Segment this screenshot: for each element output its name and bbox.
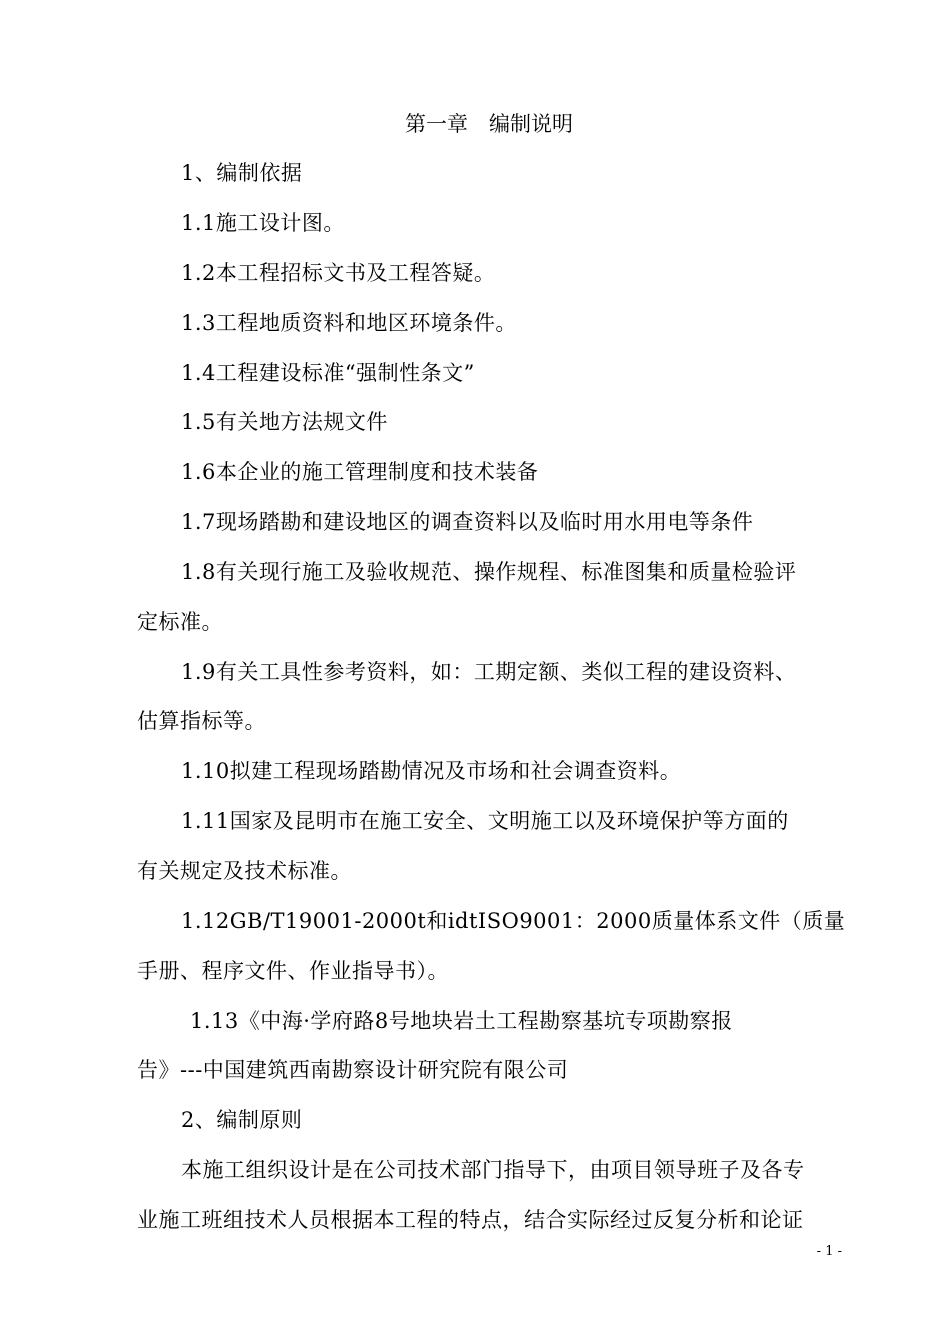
list-item-1-9-line-1: 1.9有关工具性参考资料，如：工期定额、类似工程的建设资料、 — [181, 660, 797, 684]
list-item-1-12-line-2: 手册、程序文件、作业指导书）。 — [137, 959, 449, 983]
list-item-1-11-line-2: 有关规定及技术标准。 — [137, 859, 352, 883]
list-item-1-2: 1.2本工程招标文书及工程答疑。 — [181, 261, 496, 285]
list-item-1-9-line-2: 估算指标等。 — [137, 709, 266, 733]
page-number: - 1 - — [816, 1244, 842, 1259]
paragraph-line-2: 业施工班组技术人员根据本工程的特点，结合实际经过反复分析和论证 — [137, 1208, 804, 1232]
list-item-1-7: 1.7现场踏勘和建设地区的调查资料以及临时用水用电等条件 — [181, 510, 754, 534]
chapter-title: 第一章 编制说明 — [405, 112, 573, 136]
list-item-1-13-line-2: 告》---中国建筑西南勘察设计研究院有限公司 — [137, 1058, 569, 1082]
paragraph-line-1: 本施工组织设计是在公司技术部门指导下，由项目领导班子及各专 — [181, 1158, 805, 1182]
list-item-1-8-line-1: 1.8有关现行施工及验收规范、操作规程、标准图集和质量检验评 — [181, 560, 797, 584]
list-item-1-4: 1.4工程建设标准“强制性条文” — [181, 361, 475, 385]
list-item-1-1: 1.1施工设计图。 — [181, 211, 345, 235]
list-item-1-3: 1.3工程地质资料和地区环境条件。 — [181, 311, 517, 335]
section-heading-principles: 2、编制原则 — [181, 1108, 303, 1132]
list-item-1-10: 1.10拟建工程现场踏勘情况及市场和社会调查资料。 — [181, 759, 682, 783]
list-item-1-13-line-1: 1.13《中海·学府路8号地块岩土工程勘察基坑专项勘察报 — [190, 1009, 733, 1033]
list-item-1-12-line-1: 1.12GB/T19001-2000t和idtISO9001：2000质量体系文件（质量 — [181, 909, 846, 933]
list-item-1-6: 1.6本企业的施工管理制度和技术装备 — [181, 460, 539, 484]
section-heading-basis: 1、编制依据 — [181, 161, 303, 185]
list-item-1-5: 1.5有关地方法规文件 — [181, 410, 388, 434]
list-item-1-11-line-1: 1.11国家及昆明市在施工安全、文明施工以及环境保护等方面的 — [181, 809, 789, 833]
list-item-1-8-line-2: 定标准。 — [137, 610, 223, 634]
